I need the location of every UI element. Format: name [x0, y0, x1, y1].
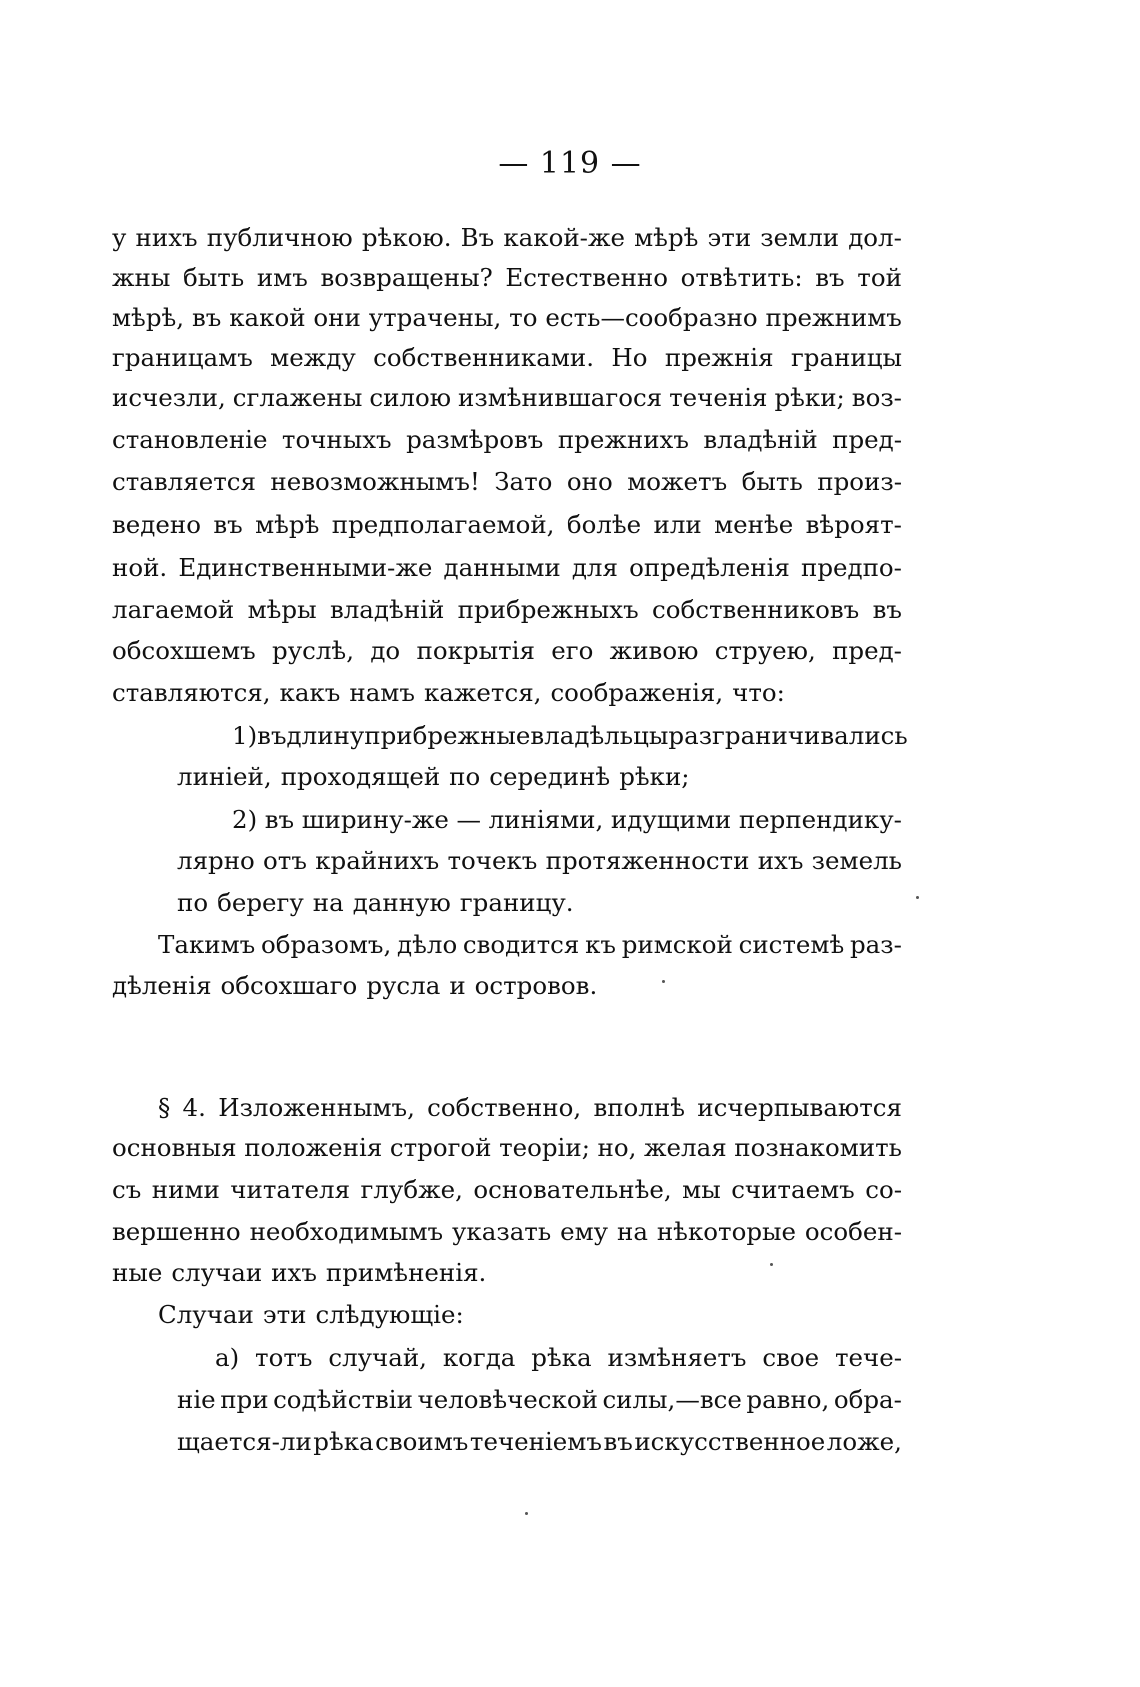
- text-line: становленіе точныхъ размѣровъ прежнихъ владѣній пред-: [112, 425, 902, 454]
- print-speck: [770, 1263, 773, 1266]
- text-line: ставляются, какъ намъ кажется, соображенія, что:: [112, 678, 785, 707]
- text-line: обсохшемъ руслѣ, до покрытія его живою струею, пред-: [112, 636, 902, 665]
- text-line: § 4. Изложеннымъ, собственно, вполнѣ исчерпываются: [158, 1093, 902, 1122]
- text-line: исчезли, сглажены силою измѣнившагося теченія рѣки; воз-: [112, 383, 902, 412]
- text-line: дѣленія обсохшаго русла и островов.: [112, 971, 598, 1000]
- text-line: ставляется невозможнымъ! Зато оно можетъ быть произ-: [112, 467, 902, 496]
- text-line: вершенно необходимымъ указать ему на нѣкоторые особен-: [112, 1217, 902, 1246]
- text-line: лагаемой мѣры владѣній прибрежныхъ собственниковъ въ: [112, 595, 902, 624]
- text-line: щается-ли рѣка своимъ теченіемъ въ искусственное ложе,: [177, 1427, 902, 1456]
- text-line: у нихъ публичною рѣкою. Въ какой-же мѣрѣ эти земли дол-: [112, 223, 902, 252]
- print-speck: [662, 980, 665, 983]
- text-line: ной. Единственными-же данными для опредѣленія предпо-: [112, 553, 902, 582]
- text-line: 2) въ ширину-же — линіями, идущими перпендику-: [232, 805, 902, 834]
- text-line: 1) въ длину прибрежные владѣльцы разграничивались: [232, 721, 908, 750]
- text-line: жны быть имъ возвращены? Естественно отвѣтить: въ той: [112, 263, 902, 292]
- text-line: Такимъ образомъ, дѣло сводится къ римской системѣ раз-: [158, 930, 902, 959]
- text-line: ведено въ мѣрѣ предполагаемой, болѣе или менѣе вѣроят-: [112, 510, 902, 539]
- text-line: мѣрѣ, въ какой они утрачены, то есть—сообразно прежнимъ: [112, 303, 902, 332]
- text-line: лярно отъ крайнихъ точекъ протяженности ихъ земель: [177, 846, 902, 875]
- text-line: границамъ между собственниками. Но прежнія границы: [112, 343, 902, 372]
- text-line: ные случаи ихъ примѣненія.: [112, 1258, 487, 1287]
- print-speck: [916, 896, 919, 899]
- text-line: Случаи эти слѣдующіе:: [158, 1300, 464, 1329]
- page-number: — 119 —: [498, 146, 642, 181]
- print-speck: [525, 1512, 528, 1515]
- text-line: съ ними читателя глубже, основательнѣе, мы считаемъ со-: [112, 1175, 902, 1204]
- text-line: линіей, проходящей по серединѣ рѣки;: [177, 762, 690, 791]
- text-line: а) тотъ случай, когда рѣка измѣняетъ свое тече-: [215, 1343, 902, 1372]
- text-line: по берегу на данную границу.: [177, 888, 574, 917]
- text-line: основныя положенія строгой теоріи; но, желая познакомить: [112, 1133, 902, 1162]
- text-line: ніе при содѣйствіи человѣческой силы,—все равно, обра-: [177, 1385, 902, 1414]
